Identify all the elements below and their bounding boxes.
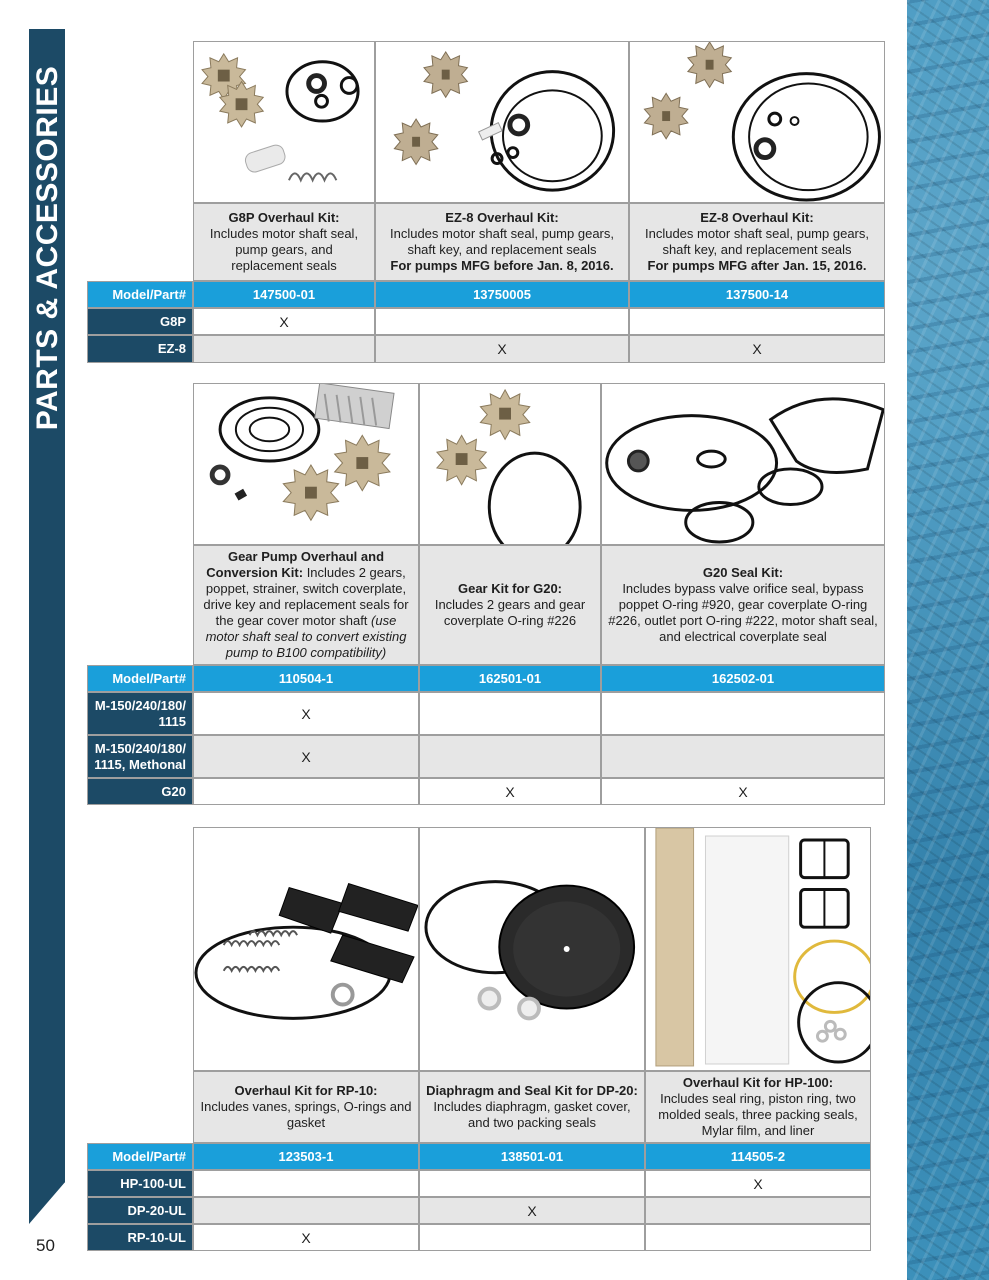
- side-tab-label: PARTS & ACCESSORIES: [31, 65, 64, 431]
- part-number: 138501-01: [419, 1143, 645, 1170]
- compat-mark: [419, 692, 601, 735]
- product-title: G8P Overhaul Kit:: [228, 210, 340, 225]
- product-body: Includes vanes, springs, O-rings and gasket: [200, 1099, 412, 1130]
- product-body: Includes motor shaft seal, pump gears, shaft key, and replacement seals: [644, 226, 869, 257]
- compat-mark: X: [601, 778, 885, 805]
- ez8-overhaul-kit-image: [376, 42, 628, 202]
- compat-mark: [193, 1170, 419, 1197]
- model-label: EZ-8: [87, 335, 193, 363]
- part-number: 162501-01: [419, 665, 601, 692]
- compat-mark: [419, 1224, 645, 1251]
- model-label: G8P: [87, 308, 193, 335]
- product-note: For pumps MFG after Jan. 15, 2016.: [647, 258, 867, 273]
- product-body: Includes motor shaft seal, pump gears, shaft key, and replacement seals: [389, 226, 614, 257]
- model-part-header: Model/Part#: [87, 1143, 193, 1170]
- product-description: [419, 545, 601, 665]
- compat-mark: [645, 1224, 871, 1251]
- part-number: 114505-2: [645, 1143, 871, 1170]
- product-description: [645, 1071, 871, 1143]
- product-image-cell: [193, 383, 419, 545]
- kit-table-gear-pump-g20: [87, 383, 885, 805]
- product-image-cell: [419, 383, 601, 545]
- product-description: [629, 203, 885, 281]
- product-description: [193, 1071, 419, 1143]
- part-number: 137500-14: [629, 281, 885, 308]
- product-image-cell: [645, 827, 871, 1071]
- product-image-cell: [193, 41, 375, 203]
- product-title: Overhaul Kit for HP-100:: [682, 1075, 834, 1090]
- compat-mark: X: [375, 335, 629, 363]
- product-body: Includes 2 gears and gear coverplate O-ring #226: [434, 597, 586, 628]
- kit-table-rp-dp-hp: [87, 827, 871, 1251]
- compat-mark: X: [419, 778, 601, 805]
- model-part-header: Model/Part#: [87, 665, 193, 692]
- product-body: Includes 2 gears, poppet, strainer, switch coverplate, drive key and replacement seals for the gear cover motor shaft: [203, 565, 409, 628]
- part-number: 147500-01: [193, 281, 375, 308]
- product-body: Includes seal ring, piston ring, two molded seals, three packing seals, Mylar film, and liner: [658, 1091, 858, 1138]
- model-label: M-150/240/180/ 1115, Methonal: [87, 735, 193, 778]
- compat-mark: [601, 735, 885, 778]
- g8p-overhaul-kit-image: [194, 42, 374, 202]
- product-title: Gear Pump Overhaul and Conversion Kit:: [206, 549, 385, 580]
- product-italic-note: (use motor shaft seal to convert existing pump to B100 compatibility): [205, 613, 407, 660]
- compat-mark: [601, 692, 885, 735]
- product-body: Includes diaphragm, gasket cover, and two packing seals: [433, 1099, 631, 1130]
- product-title: EZ-8 Overhaul Kit:: [700, 210, 814, 225]
- product-description: [419, 1071, 645, 1143]
- part-number: 162502-01: [601, 665, 885, 692]
- model-label: HP-100-UL: [87, 1170, 193, 1197]
- decorative-side-strip: [907, 0, 989, 1280]
- compat-mark: X: [193, 692, 419, 735]
- ez8-overhaul-kit-2016-image: [630, 42, 884, 202]
- product-body: Includes motor shaft seal, pump gears, and replacement seals: [209, 226, 359, 273]
- compat-mark: X: [193, 735, 419, 778]
- hp100-overhaul-kit-image: [646, 828, 870, 1070]
- product-title: Overhaul Kit for RP-10:: [234, 1083, 378, 1098]
- product-image-cell: [629, 41, 885, 203]
- product-title: EZ-8 Overhaul Kit:: [445, 210, 559, 225]
- product-image-cell: [193, 827, 419, 1071]
- compat-mark: [193, 335, 375, 363]
- compat-mark: [419, 1170, 645, 1197]
- product-title: G20 Seal Kit:: [702, 565, 784, 580]
- part-number: 123503-1: [193, 1143, 419, 1170]
- part-number: 110504-1: [193, 665, 419, 692]
- model-label: RP-10-UL: [87, 1224, 193, 1251]
- compat-mark: X: [419, 1197, 645, 1224]
- part-number: 13750005: [375, 281, 629, 308]
- product-image-cell: [375, 41, 629, 203]
- model-part-header: Model/Part#: [87, 281, 193, 308]
- rp10-overhaul-kit-image: [194, 828, 418, 1070]
- product-description: [193, 203, 375, 281]
- compat-mark: X: [645, 1170, 871, 1197]
- product-description: [375, 203, 629, 281]
- g20-gear-kit-image: [420, 384, 600, 544]
- product-image-cell: [419, 827, 645, 1071]
- dp20-diaphragm-kit-image: [420, 828, 644, 1070]
- model-label: M-150/240/180/ 1115: [87, 692, 193, 735]
- page-number: 50: [36, 1236, 55, 1255]
- gear-pump-overhaul-kit-image: [194, 384, 418, 544]
- compat-mark: [629, 308, 885, 335]
- kit-table-ez8-g8p: [87, 41, 885, 363]
- product-body: Includes bypass valve orifice seal, bypass poppet O-ring #920, gear coverplate O-ring #226, outlet port O-ring #222, motor shaft seal, and electrical coverplate seal: [608, 581, 878, 644]
- product-text-block: [200, 549, 412, 661]
- compat-mark: [419, 735, 601, 778]
- product-note: For pumps MFG before Jan. 8, 2016.: [390, 258, 614, 273]
- compat-mark: X: [193, 308, 375, 335]
- product-title: Diaphragm and Seal Kit for DP-20:: [426, 1083, 638, 1098]
- product-title: Gear Kit for G20:: [457, 581, 563, 596]
- product-description: [193, 545, 419, 665]
- compat-mark: [375, 308, 629, 335]
- compat-mark: X: [629, 335, 885, 363]
- compat-mark: [193, 778, 419, 805]
- model-label: DP-20-UL: [87, 1197, 193, 1224]
- compat-mark: [645, 1197, 871, 1224]
- compat-mark: [193, 1197, 419, 1224]
- compat-mark: X: [193, 1224, 419, 1251]
- model-label: G20: [87, 778, 193, 805]
- g20-seal-kit-image: [602, 384, 884, 544]
- product-image-cell: [601, 383, 885, 545]
- product-description: [601, 545, 885, 665]
